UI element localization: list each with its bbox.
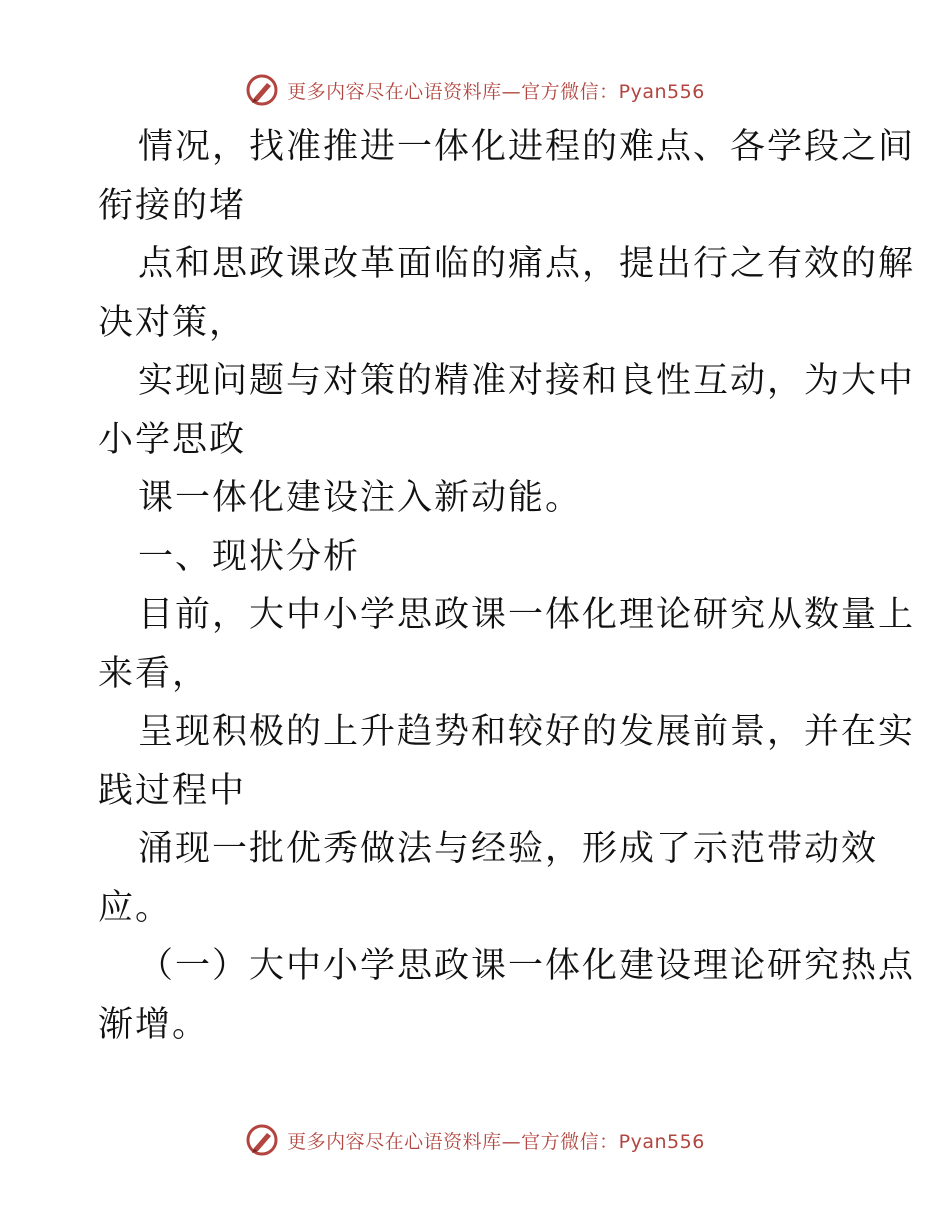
header-watermark xyxy=(0,70,950,110)
section-heading: 一、现状分析 xyxy=(138,536,361,577)
subsection-heading: （一）大中小学思政课一体化建设理论研究热点 xyxy=(138,946,916,986)
paragraph-line: 课一体化建设注入新动能。 xyxy=(138,478,583,518)
paragraph-line: 目前，大中小学思政课一体化理论研究从数量上 xyxy=(138,595,916,635)
footer-banner-text: 更多内容尽在心语资料库—官方微信：Pyan556 xyxy=(287,1130,705,1153)
paragraph-line: 决对策， xyxy=(98,302,247,343)
paragraph-line: 渐增。 xyxy=(98,1004,210,1045)
paragraph-line: 小学思政 xyxy=(98,419,247,460)
footer-watermark xyxy=(0,1120,950,1160)
header-banner-text: 更多内容尽在心语资料库—官方微信：Pyan556 xyxy=(287,80,705,103)
paragraph-line: 践过程中 xyxy=(98,770,247,811)
paragraph-line: 点和思政课改革面临的痛点，提出行之有效的解 xyxy=(138,244,916,284)
paragraph-line: 呈现积极的上升趋势和较好的发展前景，并在实 xyxy=(138,712,916,752)
document-body xyxy=(98,118,916,1054)
pen-logo-icon xyxy=(245,73,279,107)
paragraph-line: 衔接的堵 xyxy=(98,185,247,226)
paragraph-line: 来看， xyxy=(98,653,210,694)
paragraph-line: 情况，找准推进一体化进程的难点、各学段之间 xyxy=(138,127,916,167)
paragraph-line: 涌现一批优秀做法与经验，形成了示范带动效 xyxy=(138,829,879,869)
paragraph-line: 实现问题与对策的精准对接和良性互动，为大中 xyxy=(138,361,916,401)
pen-logo-icon xyxy=(245,1123,279,1157)
paragraph-line: 应。 xyxy=(98,887,173,928)
